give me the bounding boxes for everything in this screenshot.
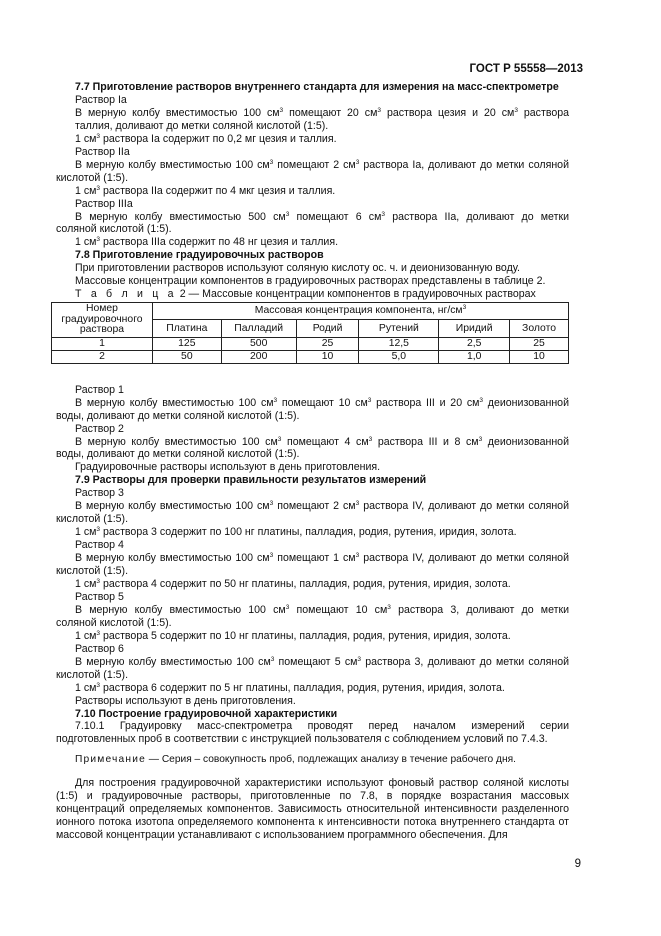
solution-4-text-cont: кислотой (1:5). (56, 565, 129, 578)
table-header-mass-concentration: Массовая концентрация компонента, $нг/см^3$ (152, 303, 568, 320)
solution-4-label: Раствор 4 (75, 539, 124, 552)
solution-6-text-cont: кислотой (1:5). (56, 668, 129, 681)
solution-1a-content: 1 $см^3$ раствора Iа содержит по 0,2 мг цезия и таллия. (75, 132, 337, 145)
table-cell: 12,5 (359, 337, 439, 350)
table-cell: 5,0 (359, 350, 439, 363)
solution-3-text-cont: кислотой (1:5). (56, 513, 129, 526)
solution-5-text-cont: соляной кислотой (1:5). (56, 616, 172, 629)
solution-2a-content: 1 $см^3$ раствора IIа содержит по 4 мкг цезия и таллия. (75, 184, 336, 197)
solution-3a-content: 1 $см^3$ раствора IIIа содержит по 48 нг цезия и таллия. (75, 236, 339, 249)
solution-3a-text-cont: соляной кислотой (1:5). (56, 223, 172, 236)
solution-5-content: 1 $см^3$ раствора 5 содержит по 10 нг платины, палладия, родия, рутения, иридия, золота. (75, 629, 511, 642)
solution-4-text: В мерную колбу вместимостью 100 $см^3$ помещают 1 $см^3$ раствора IV, доливают до метки соляной (75, 552, 569, 565)
table-cell: 2,5 (439, 337, 510, 350)
solution-1a-text-cont: таллия, доливают до метки соляной кислотой (1:5). (75, 119, 329, 132)
section-7-10-1-line-1: 7.10.1 Градуировку масс-спектрометра проводят перед началом измерений серии (75, 720, 569, 733)
solution-1-text-cont: воды, доливают до метки соляной кислотой (1:5). (56, 409, 300, 422)
solution-2a-label: Раствор IIа (75, 145, 130, 158)
section-7-9-title: 7.9 Растворы для проверки правильности результатов измерений (75, 474, 427, 487)
table-cell: 500 (221, 337, 296, 350)
table-2 (51, 302, 569, 364)
solution-3a-label: Раствор IIIа (75, 197, 133, 210)
table-cell: 200 (221, 350, 296, 363)
standard-header: ГОСТ Р 55558—2013 (469, 63, 583, 75)
table-header-rhodium: Родий (296, 320, 359, 337)
solution-5-text: В мерную колбу вместимостью 100 $см^3$ помещают 10 $см^3$ раствора 3, доливают до метки (75, 603, 570, 616)
table-header-iridium: Иридий (439, 320, 510, 337)
solution-1-text: В мерную колбу вместимостью 100 $см^3$ помещают 10 $см^3$ раствора III и 20 $см^3$ деионизованной (75, 396, 569, 409)
section-7-7-title: 7.7 Приготовление растворов внутреннего стандарта для измерения на масс-спектрометре (75, 81, 559, 93)
table-cell: 25 (296, 337, 359, 350)
solution-2-label: Раствор 2 (75, 422, 124, 435)
solution-6-label: Раствор 6 (75, 642, 124, 655)
section-7-10-title: 7.10 Построение градуировочной характеристики (75, 707, 338, 720)
solution-1a-text: В мерную колбу вместимостью 100 $см^3$ помещают 20 $см^3$ раствора цезия и 20 $см^3$ раствора (75, 106, 570, 119)
solution-1-label: Раствор 1 (75, 383, 124, 396)
solution-1a-label: Раствор Iа (75, 93, 127, 106)
table-row (52, 350, 569, 363)
section-7-10-1-line-2: подготовленных проб в соответствии с инструкцией пользователя с соблюдением условий по 7.4.3. (56, 733, 548, 746)
solution-5-label: Раствор 5 (75, 590, 124, 603)
table-cell: 10 (510, 350, 569, 363)
solution-2-text: В мерную колбу вместимостью 100 $см^3$ помещают 4 $см^3$ раствора III и 8 $см^3$ деионизованной (75, 435, 569, 448)
page-number: 9 (574, 858, 581, 870)
section-7-10-para-2: Для построения градуировочной характеристики используют фоновый раствор соляной кислоты (1:5) и градуировочные растворы, приготовленные по 7.8, в порядке возрастания массовых концентраций определяемых компонентов. Зависимость относительной интенсивности разделенного ионного потока изотопа определяемого компонента к интенсивности потока внутреннего стандарта от массовой концентрации устанавливают с использованием программного обеспечения. Для (56, 777, 569, 842)
table-cell: 1 (52, 337, 153, 350)
table-cell: 10 (296, 350, 359, 363)
solution-2a-text-cont: кислотой (1:5). (56, 171, 129, 184)
section-7-8-para-1: При приготовлении растворов используют соляную кислоту ос. ч. и деионизованную воду. (75, 262, 520, 275)
solution-3-label: Раствор 3 (75, 487, 124, 500)
solution-6-content: 1 $см^3$ раствора 6 содержит по 5 нг платины, палладия, родия, рутения, иридия, золота. (75, 681, 505, 694)
solution-6-text: В мерную колбу вместимостью 100 $см^3$ помещают 5 $см^3$ раствора 3, доливают до метки соляной (75, 655, 570, 668)
table-cell: 25 (510, 337, 569, 350)
solution-4-content: 1 $см^3$ раствора 4 содержит по 50 нг платины, палладия, родия, рутения, иридия, золота. (75, 578, 511, 590)
table-header-ruthenium: Рутений (359, 320, 439, 337)
table-header-palladium: Палладий (221, 320, 296, 337)
table-cell: 2 (52, 350, 153, 363)
table-2-caption: Т а б л и ц а 2 — Массовые концентрации компонентов в градуировочных растворах (75, 288, 536, 301)
table-header-platinum: Платина (152, 320, 221, 337)
table-cell: 125 (152, 337, 221, 350)
page-content (56, 81, 570, 842)
grad-solutions-note: Градуировочные растворы используют в день приготовления. (75, 461, 381, 474)
table-header-solution-number: Номер градуировочного раствора (52, 303, 153, 338)
table-header-gold: Золото (510, 320, 569, 337)
series-note: Примечание — Серия – совокупность проб, подлежащих анализу в течение рабочего дня. (75, 754, 516, 766)
table-cell: 1,0 (439, 350, 510, 363)
table-cell: 50 (152, 350, 221, 363)
check-solutions-note: Растворы используют в день приготовления. (75, 694, 296, 707)
solution-2a-text: В мерную колбу вместимостью 100 $см^3$ помещают 2 $см^3$ раствора Iа, доливают до метки соляной (75, 158, 569, 171)
table-row (52, 337, 569, 350)
solution-3a-text: В мерную колбу вместимостью 500 $см^3$ помещают 6 $см^3$ раствора IIа, доливают до метки (75, 210, 570, 223)
section-7-8-title: 7.8 Приготовление градуировочных растворов (75, 249, 324, 262)
solution-2-text-cont: воды, доливают до метки соляной кислотой (1:5). (56, 448, 300, 461)
section-7-8-para-2: Массовые концентрации компонентов в градуировочных растворах представлены в таблице 2. (75, 275, 546, 288)
solution-3-content: 1 $см^3$ раствора 3 содержит по 100 нг платины, палладия, родия, рутения, иридия, золота. (75, 526, 517, 539)
solution-3-text: В мерную колбу вместимостью 100 $см^3$ помещают 2 $см^3$ раствора IV, доливают до метки соляной (75, 500, 569, 513)
